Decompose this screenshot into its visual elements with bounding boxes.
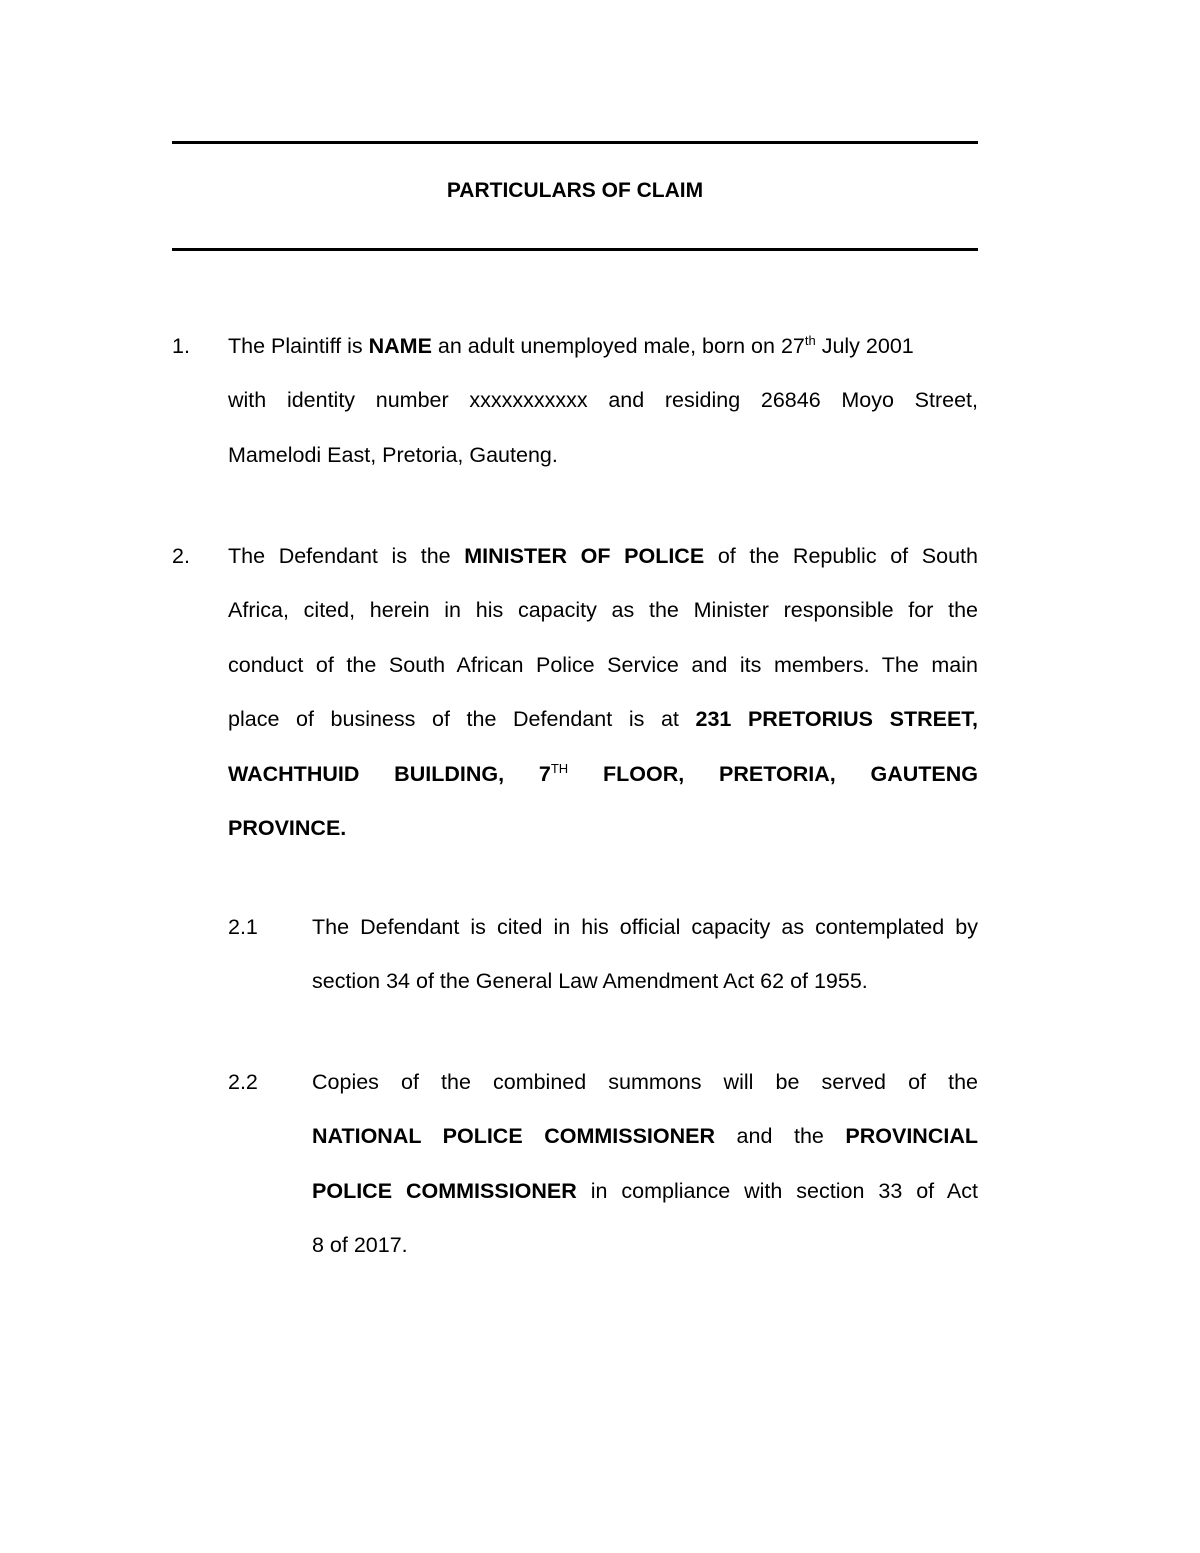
paragraph-2-2-line-1: Copies of the combined summons will be served of the — [312, 1070, 978, 1094]
paragraph-2-line-2: Africa, cited, herein in his capacity as the Minister responsible for the — [228, 598, 978, 623]
paragraph-2-2 — [312, 1055, 978, 1273]
paragraph-2-line-3: conduct of the South African Police Service and its members. The main — [228, 652, 978, 677]
paragraph-1-line-1: The Plaintiff is NAME an adult unemployed male, born on 27th July 2001 — [228, 333, 914, 358]
paragraph-2-line-1: The Defendant is the MINISTER OF POLICE of the Republic of South — [228, 544, 978, 568]
paragraph-1-number: 1. — [172, 334, 190, 358]
paragraph-2-line-6: PROVINCE. — [228, 815, 347, 840]
bottom-rule — [172, 248, 978, 251]
paragraph-2-2-line-2: NATIONAL POLICE COMMISSIONER and the PROVINCIAL — [312, 1124, 978, 1149]
document-title: PARTICULARS OF CLAIM — [446, 179, 704, 202]
paragraph-2-2-number: 2.2 — [228, 1070, 258, 1094]
paragraph-1-line-2: with identity number xxxxxxxxxxx and residing 26846 Moyo Street, — [228, 388, 978, 413]
paragraph-2-1-line-1: The Defendant is cited in his official capacity as contemplated by — [312, 915, 978, 939]
paragraph-2-line-5: WACHTHUID BUILDING, 7TH FLOOR, PRETORIA, GAUTENG — [228, 760, 978, 786]
paragraph-1-line-3: Mamelodi East, Pretoria, Gauteng. — [228, 442, 558, 467]
paragraph-2-1 — [312, 900, 978, 1009]
paragraph-2-1-number: 2.1 — [228, 915, 258, 939]
paragraph-2-2-line-4: 8 of 2017. — [312, 1233, 408, 1258]
paragraph-2-1-line-2: section 34 of the General Law Amendment Act 62 of 1955. — [312, 969, 868, 994]
paragraph-1 — [228, 319, 978, 482]
paragraph-2 — [228, 529, 978, 855]
paragraph-2-2-line-3: POLICE COMMISSIONER in compliance with section 33 of Act — [312, 1178, 978, 1203]
paragraph-2-line-4: place of business of the Defendant is at 231 PRETORIUS STREET, — [228, 707, 979, 732]
top-rule — [172, 141, 978, 144]
paragraph-2-number: 2. — [172, 544, 190, 568]
